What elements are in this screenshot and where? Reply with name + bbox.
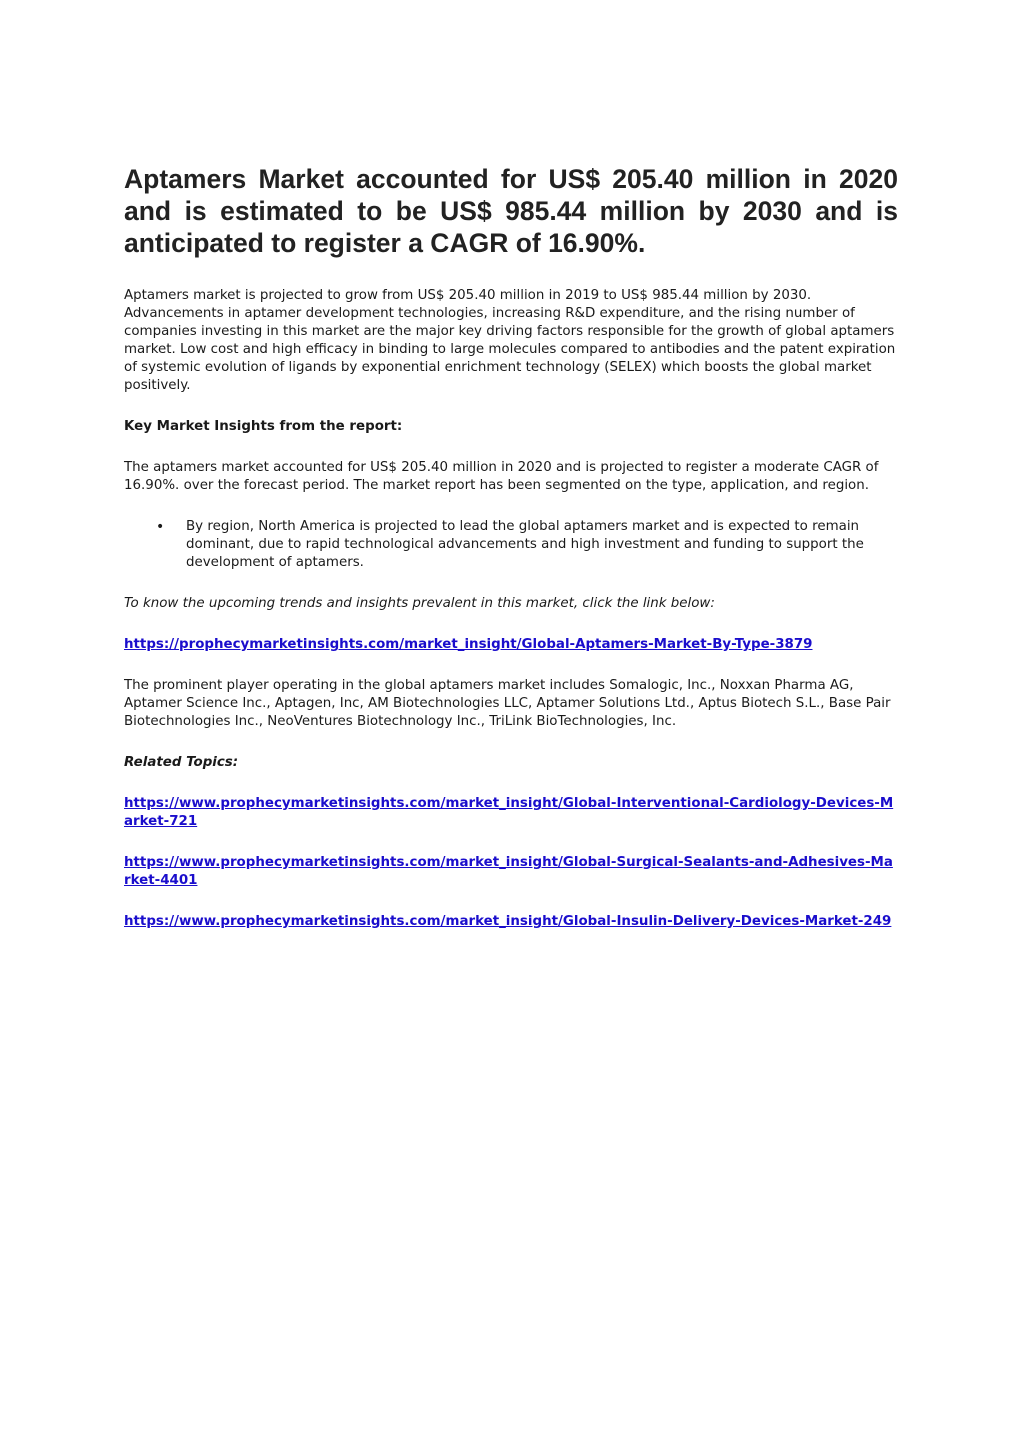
players-paragraph: The prominent player operating in the global aptamers market includes Somalogic, Inc., Noxxan Pharma AG, Aptamer Science Inc., Aptagen, Inc, AM Biotechnologies LLC, Aptamer Solutions Ltd., Aptus Biotech S.L., Base Pair Biotechnologies Inc., NeoVentures Biotechnology Inc., TriLink BioTechnologies, Inc. [124,678,891,729]
bullet-icon: • [156,519,165,535]
bullet-item [124,518,898,572]
intro-paragraph: Aptamers market is projected to grow from US$ 205.40 million in 2019 to US$ 985.44 million by 2030. Advancements in aptamer development technologies, increasing R&D expenditure, and the rising number of companies investing in this market are the major key driving factors responsible for the growth of global aptamers market. Low cost and high efficacy in binding to large molecules compared to antibodies and the patent expiration of systemic evolution of ligands by exponential enrichment technology (SELEX) which boosts the global market positively. [124,288,896,393]
related-topics-heading: Related Topics: [124,755,239,770]
page-title: Aptamers Market accounted for US$ 205.40 million in 2020 and is estimated to be US$ 985.44 million by 2030 and is anticipated to register a CAGR of 16.90%. [124,164,898,258]
insights-paragraph: The aptamers market accounted for US$ 205.40 million in 2020 and is projected to register a moderate CAGR of 16.90%. over the forecast period. The market report has been segmented on the type, application, and region. [124,460,879,493]
document-page [124,163,898,954]
related-link-insulin-delivery[interactable]: https://www.prophecymarketinsights.com/market_insight/Global-Insulin-Delivery-Devices-Market-249 [124,914,892,929]
aptamers-report-link[interactable]: https://prophecymarketinsights.com/market_insight/Global-Aptamers-Market-By-Type-3879 [124,637,813,652]
insights-heading: Key Market Insights from the report: [124,419,403,434]
related-link-surgical-sealants[interactable]: https://www.prophecymarketinsights.com/market_insight/Global-Surgical-Sealants-and-Adhesives-Market-4401 [124,855,893,888]
cta-text: To know the upcoming trends and insights prevalent in this market, click the link below: [124,596,715,611]
insights-bullet-list [124,518,898,572]
bullet-text: By region, North America is projected to lead the global aptamers market and is expected to remain dominant, due to rapid technological advancements and high investment and funding to support the development of aptamers. [186,519,864,570]
related-link-cardiology[interactable]: https://www.prophecymarketinsights.com/market_insight/Global-Interventional-Cardiology-Devices-Market-721 [124,796,894,829]
